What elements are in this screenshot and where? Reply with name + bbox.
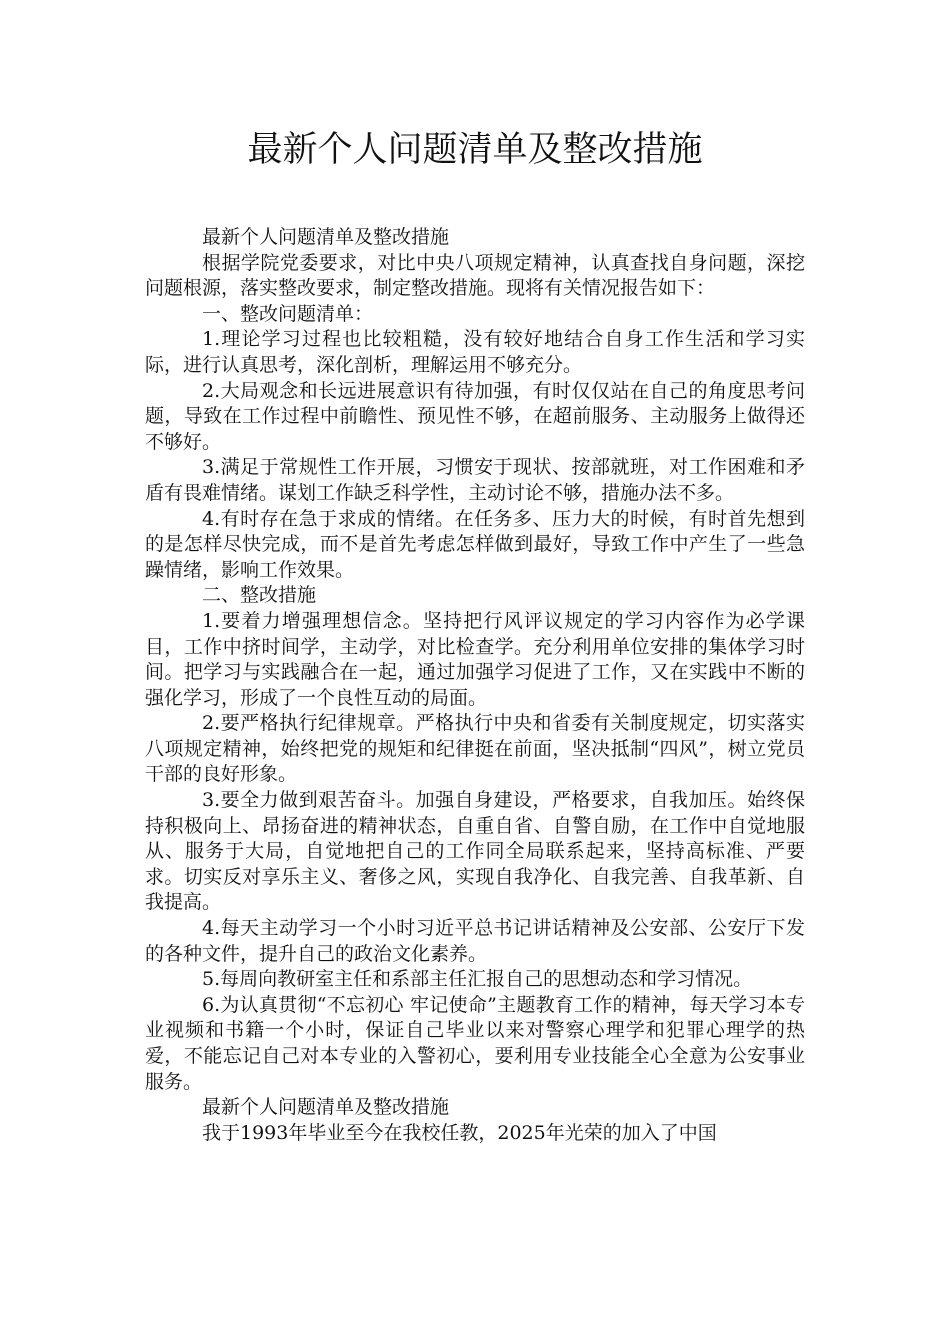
body-paragraph-closing: 我于1993年毕业至今在我校任教，2025年光荣的加入了中国 — [202, 1121, 717, 1144]
problem-item-2: 2.大局观念和长远进展意识有待加强，有时仅仅站在自己的角度思考问题，导致在工作过程中前瞻性、预见性不够，在超前服务、主动服务上做得还不够好。 — [145, 379, 805, 453]
body-paragraph-heading: 最新个人问题清单及整改措施 — [202, 226, 450, 248]
document-body — [145, 225, 805, 1146]
body-paragraph-intro: 根据学院党委要求，对比中央八项规定精神，认真查找自身问题，深挖问题根源，落实整改要求，制定整改措施。现将有关情况报告如下： — [145, 251, 805, 300]
measure-item-3: 3.要全力做到艰苦奋斗。加强自身建设，严格要求，自我加压。始终保持积极向上、昂扬奋进的精神状态，自重自省、自警自励，在工作中自觉地服从、服务于大局，自觉地把自己的工作同全局联系起来，坚持高标准、严要求。切实反对享乐主义、奢侈之风，实现自我净化、自我完善、自我革新、自我提高。 — [145, 789, 805, 914]
problem-item-4: 4.有时存在急于求成的情绪。在任务多、压力大的时候，有时首先想到的是怎样尽快完成，而不是首先考虑怎样做到最好，导致工作中产生了一些急躁情绪，影响工作效果。 — [145, 507, 805, 581]
problem-item-1: 1.理论学习过程也比较粗糙，没有较好地结合自身工作生活和学习实际，进行认真思考，深化剖析，理解运用不够充分。 — [145, 328, 805, 376]
section-heading-problems: 一、整改问题清单： — [202, 302, 374, 325]
measure-item-1: 1.要着力增强理想信念。坚持把行风评议规定的学习内容作为必学课目，工作中挤时间学，主动学，对比检查学。充分利用单位安排的集体学习时间。把学习与实践融合在一起，通过加强学习促进了工作，又在实践中不断的强化学习，形成了一个良性互动的局面。 — [145, 609, 805, 709]
body-paragraph-heading-repeat: 最新个人问题清单及整改措施 — [202, 1096, 450, 1119]
measure-item-5: 5.每周向教研室主任和系部主任汇报自己的思想动态和学习情况。 — [202, 968, 753, 991]
measure-item-4: 4.每天主动学习一个小时习近平总书记讲话精神及公安部、公安厅下发的各种文件，提升自己的政治文化素养。 — [145, 917, 805, 965]
problem-item-3: 3.满足于常规性工作开展，习惯安于现状、按部就班，对工作困难和矛盾有畏难情绪。谋划工作缺乏科学性，主动讨论不够，措施办法不多。 — [145, 456, 805, 504]
section-heading-measures: 二、整改措施 — [202, 584, 317, 607]
measure-item-2: 2.要严格执行纪律规章。严格执行中央和省委有关制度规定，切实落实八项规定精神，始终把党的规矩和纪律挺在前面，坚决抵制“四风”，树立党员干部的良好形象。 — [145, 712, 805, 786]
document-title: 最新个人问题清单及整改措施 — [247, 130, 703, 170]
measure-item-6: 6.为认真贯彻“不忘初心 牢记使命”主题教育工作的精神，每天学习本专业视频和书籍一个小时，保证自己毕业以来对警察心理学和犯罪心理学的热爱，不能忘记自己对本专业的入警初心，要利用专业技能全心全意为公安事业服务。 — [145, 993, 805, 1093]
